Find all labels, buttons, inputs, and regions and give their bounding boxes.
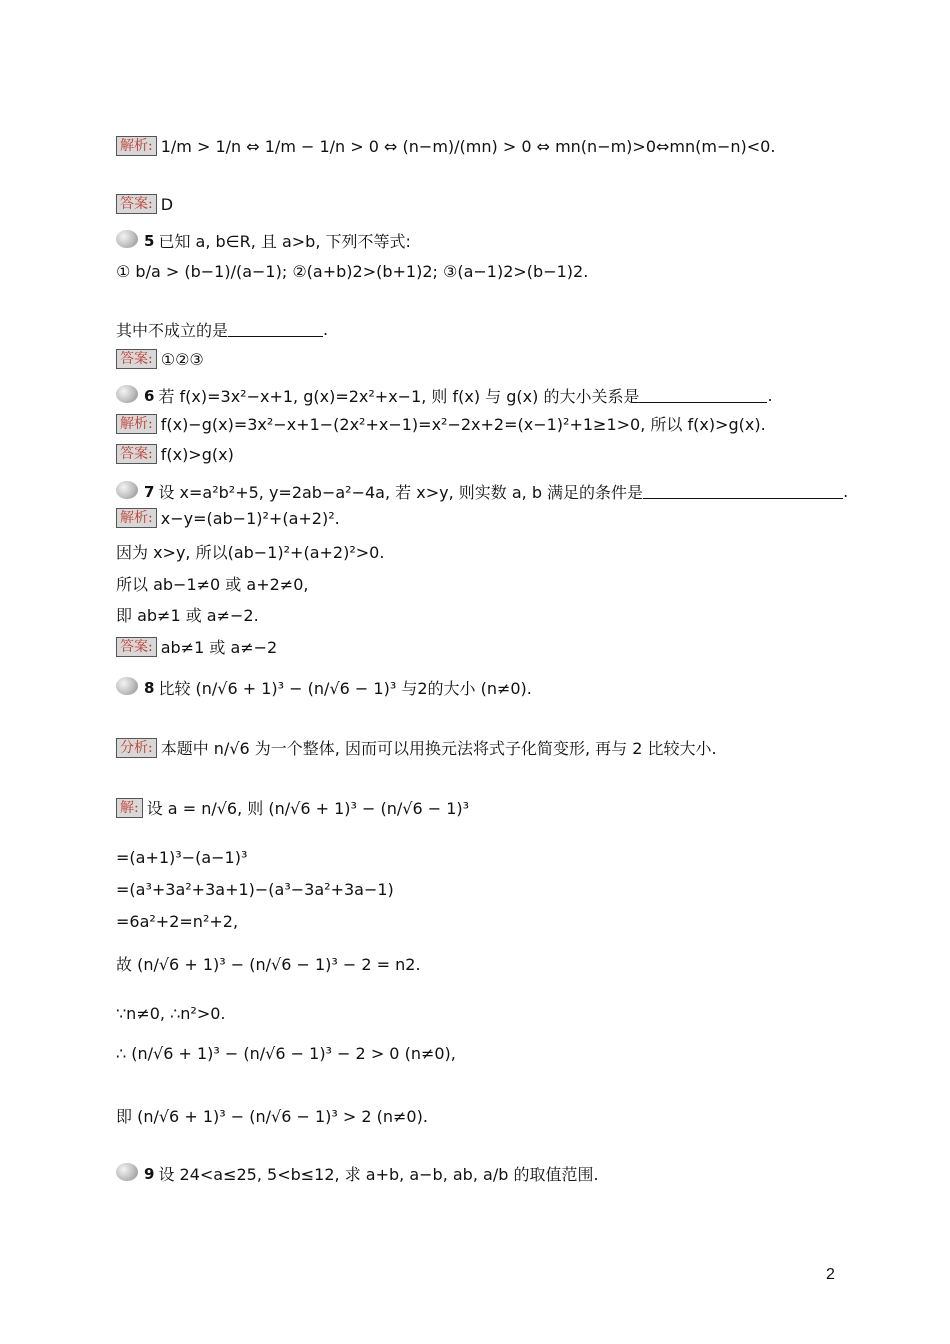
- question-number: 6: [144, 386, 155, 405]
- s8-2: [116, 880, 394, 899]
- question-bullet-icon: [116, 230, 138, 248]
- answer-blank: [643, 484, 843, 499]
- line-text: 所以 ab−1≠0 或 a+2≠0,: [116, 575, 309, 594]
- s8-6: [116, 1044, 456, 1063]
- line-text: 即 (n/√6 + 1)³ − (n/√6 − 1)³ > 2 (n≠0).: [116, 1107, 428, 1126]
- s8-3: [116, 912, 238, 931]
- label-tag: 答案:: [116, 444, 157, 464]
- line-text: 已知 a, b∈R, 且 a>b, 下列不等式:: [158, 232, 411, 251]
- line-text: 设 x=a²b²+5, y=2ab−a²−4a, 若 x>y, 则实数 a, b 满足的条件是: [158, 483, 644, 502]
- label-tag: 答案:: [116, 637, 157, 657]
- solution-8: [116, 796, 469, 819]
- s8-5: [116, 1004, 225, 1023]
- line-text: ① b/a > (b−1)/(a−1); ②(a+b)2>(b+1)2; ③(a−1)2>(b−1)2.: [116, 262, 589, 281]
- answer-7: [116, 635, 277, 658]
- line-text: D: [160, 194, 174, 214]
- q6: [116, 384, 773, 407]
- q5-ask: [116, 318, 328, 341]
- line-text: 设 a = n/√6, 则 (n/√6 + 1)³ − (n/√6 − 1)³: [146, 799, 470, 818]
- analysis-1: [116, 136, 775, 156]
- page-number: 2: [826, 1266, 835, 1283]
- q9: [116, 1162, 599, 1185]
- label-tag: 答案:: [116, 349, 157, 369]
- analysis-7: [116, 508, 340, 528]
- line-text: f(x)>g(x): [160, 444, 234, 464]
- line-text: =6a²+2=n²+2,: [116, 912, 239, 931]
- answer-blank: [228, 322, 323, 337]
- line-text: 即 ab≠1 或 a≠−2.: [116, 606, 259, 625]
- analysis-8: [116, 736, 717, 759]
- line-text: 其中不成立的是: [116, 321, 229, 340]
- question-bullet-icon: [116, 385, 138, 403]
- answer-1: [116, 194, 173, 214]
- line-text: ab≠1 或 a≠−2: [160, 638, 278, 657]
- question-number: 7: [144, 482, 155, 501]
- answer-blank: [639, 388, 767, 403]
- s7-2: [116, 572, 308, 595]
- question-bullet-icon: [116, 481, 138, 499]
- line-end-punctuation: .: [843, 482, 849, 501]
- analysis-6: [116, 412, 766, 435]
- line-text: =(a+1)³−(a−1)³: [116, 848, 248, 867]
- label-tag: 解析:: [116, 414, 157, 434]
- q5: [116, 229, 411, 252]
- line-text: 若 f(x)=3x²−x+1, g(x)=2x²+x−1, 则 f(x) 与 g(x) 的大小关系是: [158, 387, 640, 406]
- question-bullet-icon: [116, 1163, 138, 1181]
- question-bullet-icon: [116, 677, 138, 695]
- line-text: f(x)−g(x)=3x²−x+1−(2x²+x−1)=x²−2x+2=(x−1)²+1≥1>0, 所以 f(x)>g(x).: [160, 415, 766, 434]
- line-text: ∴ (n/√6 + 1)³ − (n/√6 − 1)³ − 2 > 0 (n≠0),: [116, 1044, 456, 1063]
- label-tag: 解:: [116, 798, 143, 818]
- s8-4: [116, 952, 421, 975]
- answer-5: [116, 349, 204, 369]
- line-text: =(a³+3a²+3a+1)−(a³−3a²+3a−1): [116, 880, 394, 899]
- question-number: 5: [144, 231, 155, 250]
- q7: [116, 480, 848, 503]
- s8-7: [116, 1104, 428, 1127]
- line-text: x−y=(ab−1)²+(a+2)².: [160, 508, 340, 528]
- line-text: 1/m > 1/n ⇔ 1/m − 1/n > 0 ⇔ (n−m)/(mn) > 0 ⇔ mn(n−m)>0⇔mn(m−n)<0.: [160, 136, 776, 156]
- q8: [116, 676, 532, 699]
- line-text: ①②③: [160, 349, 204, 369]
- line-text: 比较 (n/√6 + 1)³ − (n/√6 − 1)³ 与2的大小 (n≠0).: [158, 679, 532, 698]
- answer-6: [116, 444, 234, 464]
- line-text: 故 (n/√6 + 1)³ − (n/√6 − 1)³ − 2 = n2.: [116, 955, 421, 974]
- q5-ineq: [116, 262, 588, 281]
- question-number: 9: [144, 1164, 155, 1183]
- label-tag: 解析:: [116, 136, 157, 156]
- label-tag: 分析:: [116, 738, 157, 758]
- question-number: 8: [144, 678, 155, 697]
- line-text: 本题中 n/√6 为一个整体, 因而可以用换元法将式子化简变形, 再与 2 比较大小.: [160, 739, 717, 758]
- label-tag: 答案:: [116, 194, 157, 214]
- s8-1: [116, 848, 247, 867]
- line-text: 设 24<a≤25, 5<b≤12, 求 a+b, a−b, ab, a/b 的取值范围.: [158, 1165, 599, 1184]
- s7-1: [116, 540, 384, 563]
- line-end-punctuation: .: [767, 386, 773, 405]
- line-end-punctuation: .: [323, 320, 329, 339]
- label-tag: 解析:: [116, 508, 157, 528]
- line-text: ∵n≠0, ∴n²>0.: [116, 1004, 226, 1023]
- line-text: 因为 x>y, 所以(ab−1)²+(a+2)²>0.: [116, 543, 385, 562]
- s7-3: [116, 603, 259, 626]
